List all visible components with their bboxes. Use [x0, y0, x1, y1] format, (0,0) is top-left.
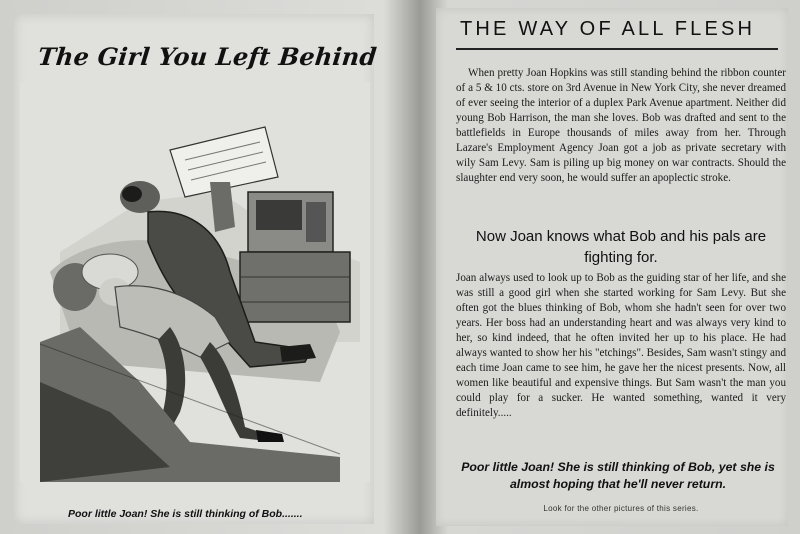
- radio-cabinet: [240, 192, 350, 322]
- illustration-caption: Poor little Joan! She is still thinking of Bob.......: [68, 508, 303, 520]
- illustration: [20, 82, 370, 482]
- right-page: [436, 8, 788, 526]
- title-rule: [456, 48, 778, 50]
- left-page: [14, 14, 379, 524]
- article-subheading: Now Joan knows what Bob and his pals are fighting for.: [475, 228, 767, 266]
- article-closing-line: Poor little Joan! She is still thinking of Bob, yet she is almost hoping that he'll never return.: [461, 460, 775, 491]
- article-paragraph-2: Joan always used to look up to Bob as the guiding star of her life, and she was still a good girl when she started working for Sam Levy. But she often got the blues thinking of Bob, whom she hadn't seen for over two years. Her boss had an understanding heart and was always very kind to her, so kind indeed, that he often invited her up to his place. He had always wanted to show her his "etchings". Besides, Sam wasn't stingy and each time Joan came to see him, he gave her the nicest presents. Now, all women like beautiful and expensive things. But Sam wasn't the man you could play for a sucker. He wanted something, wanted it very definitely.....: [456, 272, 786, 419]
- article-title: THE WAY OF ALL FLESH: [460, 18, 756, 40]
- illustration-title: The Girl You Left Behind: [36, 42, 379, 71]
- article-paragraph-1: When pretty Joan Hopkins was still standing behind the ribbon counter of a 5 & 10 cts. store on 3rd Avenue in New York City, she never dreamed of ever seeing the interior of a duplex Park Avenue apartment. Neither did young Bob Harrison, the man she loves. Bob was drafted and sent to the battlefields in Europe thousands of miles away from her. Through Lazare's Employment Agency Joan got a job as private secretary with wily Sam Levy. Sam is piling up big money on war contracts. Should the slaughter end very soon, he would suffer an apoplectic stroke.: [456, 67, 786, 184]
- article-footer: Look for the other pictures of this series.: [543, 504, 699, 513]
